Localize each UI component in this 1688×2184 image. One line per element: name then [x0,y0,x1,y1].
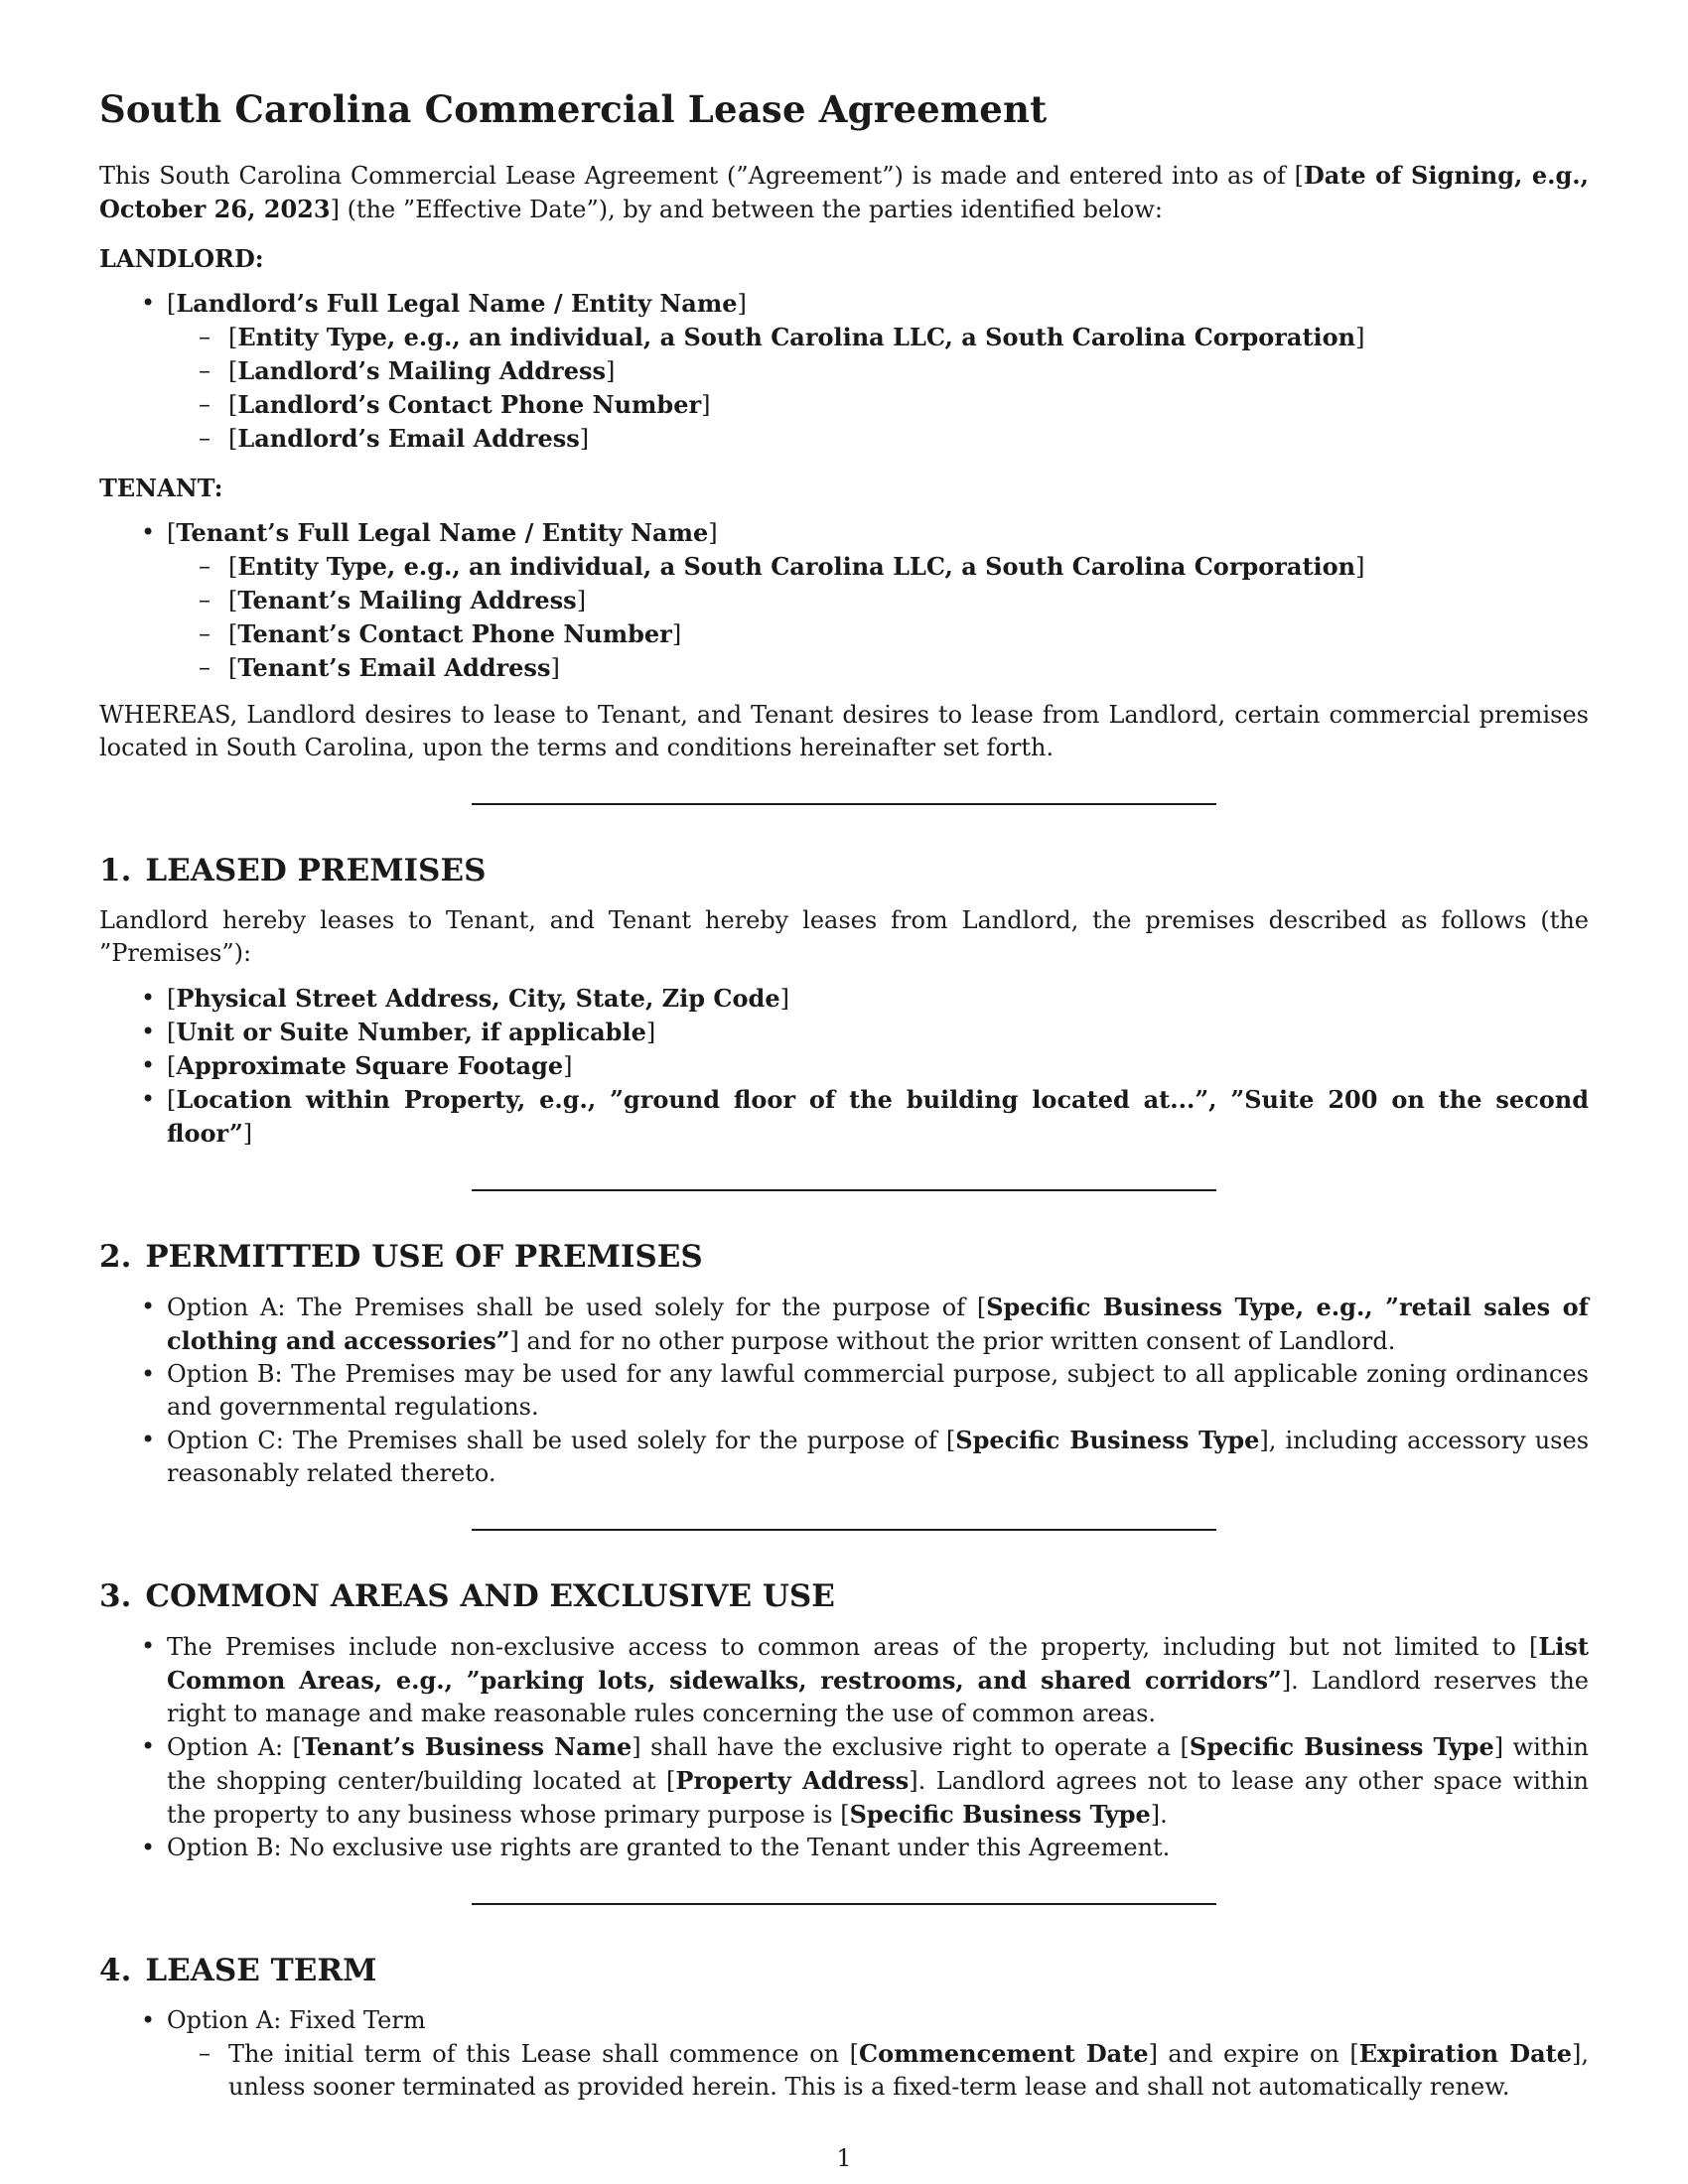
list-item: – [Landlord’s Email Address] [167,422,1589,456]
intro-paragraph: This South Carolina Commercial Lease Agreement (”Agreement”) is made and entered into as of [Date of Signing, e.g., October 26, 2023] (the ”Effective Date”), by and between the parties identified below: [99,161,1589,223]
list-item: • Option A: The Premises shall be used solely for the purpose of [Specific Business Type, e.g., ”retail sales of clothing and accessories”] and for no other purpose without the prior written consent of Landlord. [99,1291,1589,1358]
document-page [99,87,1589,2104]
whereas-paragraph: WHEREAS, Landlord desires to lease to Tenant, and Tenant desires to lease from Landlord, certain commercial premises located in South Carolina, upon the terms and conditions hereinafter set forth. [99,701,1589,761]
list-item: – [Landlord’s Contact Phone Number] [167,388,1589,422]
list-item: – The initial term of this Lease shall commence on [Commencement Date] and expire on [Expiration Date], unless sooner terminated as provided herein. This is a fixed-term lease and shall not automatically renew. [167,2037,1589,2104]
list-item: • [Physical Street Address, City, State, Zip Code] [99,982,1589,1016]
list-item: – [Entity Type, e.g., an individual, a South Carolina LLC, a South Carolina Corporation] [167,321,1589,354]
tenant-name-item: • [Tenant’s Full Legal Name / Entity Name] – [Entity Type, e.g., an individual, a South Carolina LLC, a South Carolina Corporation] – [Tenant’s Mailing Address] – [Tenant’s Contact Phone Number] – [Tenant’s Email Address] [99,516,1589,685]
landlord-list [99,287,1589,456]
list-item: – [Tenant’s Email Address] [167,651,1589,685]
tenant-label: TENANT: [99,474,223,502]
permitted-use-list [99,1291,1589,1490]
section-divider [472,1903,1216,1905]
section-divider [472,1189,1216,1191]
landlord-name-item: • [Landlord’s Full Legal Name / Entity Name] – [Entity Type, e.g., an individual, a South Carolina LLC, a South Carolina Corporation] – [Landlord’s Mailing Address] – [Landlord’s Contact Phone Number] – [Landlord’s Email Address] [99,287,1589,456]
list-item: • Option C: The Premises shall be used solely for the purpose of [Specific Business Type], including accessory uses reasonably related thereto. [99,1424,1589,1490]
list-item: • [Unit or Suite Number, if applicable] [99,1016,1589,1049]
list-item: – [Tenant’s Contact Phone Number] [167,617,1589,651]
section-heading-4: 4. LEASE TERM [99,1953,377,1988]
document-title: South Carolina Commercial Lease Agreement [99,87,1048,131]
list-item: – [Landlord’s Mailing Address] [167,354,1589,388]
list-item: – [Entity Type, e.g., an individual, a South Carolina LLC, a South Carolina Corporation] [167,550,1589,584]
premises-list [99,982,1589,1151]
fixed-term-details [167,2037,1589,2104]
section-heading-3: 3. COMMON AREAS AND EXCLUSIVE USE [99,1578,835,1614]
list-item: • Option A: Fixed Term – The initial term of this Lease shall commence on [Commencement Date] and expire on [Expiration Date], unless sooner terminated as provided herein. This is a fixed-term lease and shall not automatically renew. [99,2004,1589,2104]
landlord-label: LANDLORD: [99,244,264,273]
section-heading-1: 1. LEASED PREMISES [99,853,487,888]
list-item: – [Tenant’s Mailing Address] [167,584,1589,617]
list-item: • Option B: The Premises may be used for any lawful commercial purpose, subject to all applicable zoning ordinances and governmental regulations. [99,1358,1589,1424]
section-divider [472,803,1216,805]
page-number: 1 [836,2144,852,2172]
common-areas-list [99,1630,1589,1864]
section-heading-2: 2. PERMITTED USE OF PREMISES [99,1239,703,1275]
tenant-list [99,516,1589,685]
section-divider [472,1529,1216,1531]
landlord-details [167,321,1589,456]
list-item: • [Location within Property, e.g., ”ground floor of the building located at...”, ”Suite 200 on the second floor”] [99,1083,1589,1151]
list-item: • [Approximate Square Footage] [99,1049,1589,1083]
tenant-details [167,550,1589,685]
list-item: • Option A: [Tenant’s Business Name] shall have the exclusive right to operate a [Specific Business Type] within the shopping center/building located at [Property Address]. Landlord agrees not to lease any other space within the property to any business whose primary purpose is [Specific Business Type]. [99,1730,1589,1832]
list-item: • The Premises include non-exclusive access to common areas of the property, including but not limited to [List Common Areas, e.g., ”parking lots, sidewalks, restrooms, and shared corridors”]. Landlord reserves the right to manage and make reasonable rules concerning the use of common areas. [99,1630,1589,1730]
list-item: • Option B: No exclusive use rights are granted to the Tenant under this Agreement. [99,1832,1589,1864]
section-1-intro: Landlord hereby leases to Tenant, and Tenant hereby leases from Landlord, the premises described as follows (the ”Premises”): [99,906,1589,967]
lease-term-list [99,2004,1589,2104]
